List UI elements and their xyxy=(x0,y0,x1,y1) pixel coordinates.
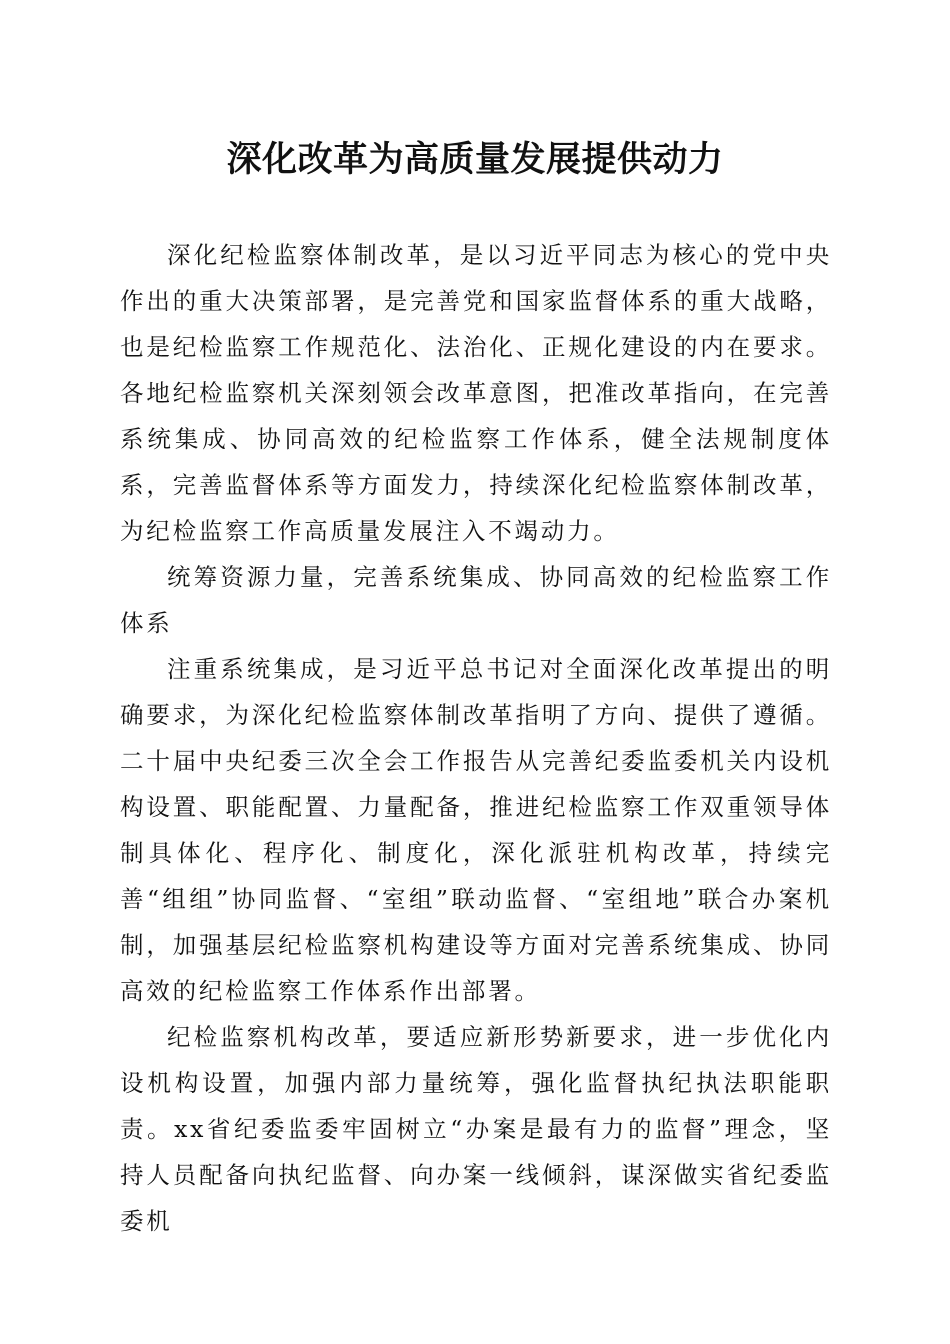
paragraph-section-heading: 统筹资源力量，完善系统集成、协同高效的纪检监察工作体系 xyxy=(120,563,832,637)
document-body xyxy=(120,232,832,1244)
paragraph-intro: 深化纪检监察体制改革，是以习近平同志为核心的党中央作出的重大决策部署，是完善党和国家监督体系的重大战略，也是纪检监察工作规范化、法治化、正规化建设的内在要求。各地纪检监察机关深刻领会改革意图，把准改革指向，在完善系统集成、协同高效的纪检监察工作体系，健全法规制度体系，完善监督体系等方面发力，持续深化纪检监察体制改革，为纪检监察工作高质量发展注入不竭动力。 xyxy=(120,241,832,545)
document-title: 深化改革为高质量发展提供动力 xyxy=(226,139,724,180)
paragraph-system-integration: 注重系统集成，是习近平总书记对全面深化改革提出的明确要求，为深化纪检监察体制改革指明了方向、提供了遵循。二十届中央纪委三次全会工作报告从完善纪委监委机关内设机构设置、职能配置、力量配备，推进纪检监察工作双重领导体制具体化、程序化、制度化，深化派驻机构改革，持续完善“组组”协同监督、“室组”联动监督、“室组地”联合办案机制，加强基层纪检监察机构建设等方面对完善系统集成、协同高效的纪检监察工作体系作出部署。 xyxy=(120,655,832,1005)
paragraph-institution-reform: 纪检监察机构改革，要适应新形势新要求，进一步优化内设机构设置，加强内部力量统筹，强化监督执纪执法职能职责。xx省纪委监委牢固树立“办案是最有力的监督”理念，坚持人员配备向执纪监督、向办案一线倾斜，谋深做实省纪委监委机 xyxy=(120,1023,832,1235)
